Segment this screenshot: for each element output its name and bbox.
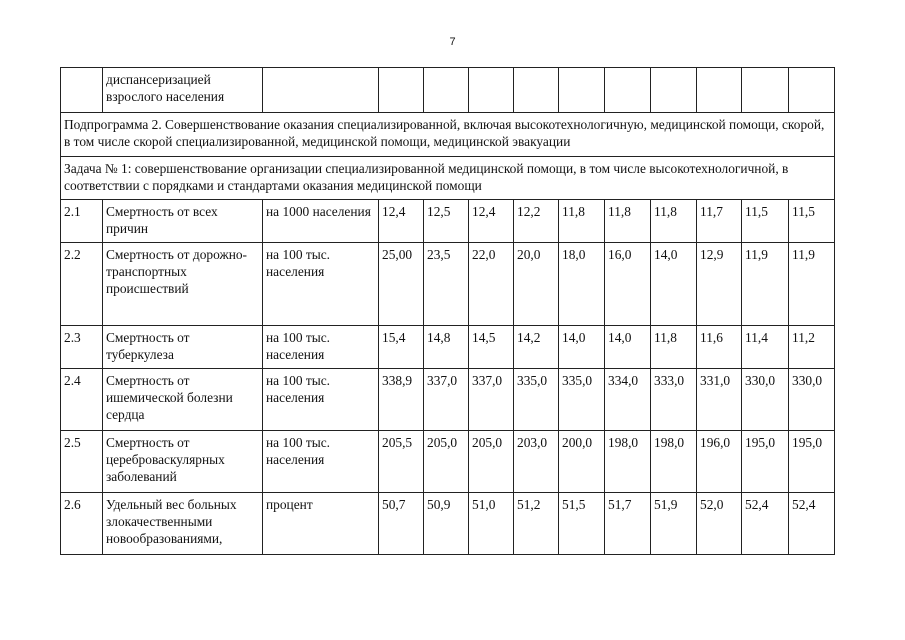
value-cell: 330,0 xyxy=(742,369,789,431)
table-row xyxy=(61,369,835,431)
value-cell: 331,0 xyxy=(697,369,742,431)
table-row xyxy=(61,493,835,555)
table-row xyxy=(61,326,835,369)
indicators-table xyxy=(60,67,835,555)
value-cell: 334,0 xyxy=(605,369,651,431)
value-cell: 51,5 xyxy=(559,493,605,555)
value-cell: 333,0 xyxy=(651,369,697,431)
row-number-cell: 2.2 xyxy=(61,243,103,326)
value-cell: 11,2 xyxy=(789,326,835,369)
value-cell xyxy=(559,68,605,113)
value-cell xyxy=(605,68,651,113)
value-cell: 330,0 xyxy=(789,369,835,431)
table-row xyxy=(61,431,835,493)
value-cell: 50,7 xyxy=(379,493,424,555)
value-cell xyxy=(651,68,697,113)
row-number-cell: 2.3 xyxy=(61,326,103,369)
value-cell: 205,0 xyxy=(424,431,469,493)
value-cell: 198,0 xyxy=(651,431,697,493)
row-number-cell xyxy=(61,68,103,113)
unit-cell: на 100 тыс. населения xyxy=(263,243,379,326)
value-cell: 14,0 xyxy=(605,326,651,369)
unit-cell: на 100 тыс. населения xyxy=(263,431,379,493)
value-cell: 338,9 xyxy=(379,369,424,431)
value-cell: 11,5 xyxy=(742,200,789,243)
value-cell: 11,8 xyxy=(651,200,697,243)
value-cell: 52,4 xyxy=(742,493,789,555)
value-cell: 51,9 xyxy=(651,493,697,555)
unit-cell: на 1000 населения xyxy=(263,200,379,243)
indicator-cell: диспансеризацией взрослого населения xyxy=(103,68,263,113)
value-cell: 14,2 xyxy=(514,326,559,369)
unit-cell: на 100 тыс. населения xyxy=(263,369,379,431)
row-number-cell: 2.4 xyxy=(61,369,103,431)
indicator-cell: Смертность от всех причин xyxy=(103,200,263,243)
value-cell: 12,4 xyxy=(379,200,424,243)
value-cell: 11,5 xyxy=(789,200,835,243)
value-cell: 337,0 xyxy=(469,369,514,431)
indicator-cell: Смертность от туберкулеза xyxy=(103,326,263,369)
value-cell: 14,8 xyxy=(424,326,469,369)
value-cell: 335,0 xyxy=(514,369,559,431)
indicator-cell: Смертность от ишемической болезни сердца xyxy=(103,369,263,431)
table-row-continued xyxy=(61,68,835,113)
subprogram-row xyxy=(61,113,835,157)
indicator-cell: Смертность от дорожно-транспортных происшествий xyxy=(103,243,263,326)
value-cell: 52,0 xyxy=(697,493,742,555)
value-cell xyxy=(379,68,424,113)
value-cell: 11,9 xyxy=(742,243,789,326)
subprogram-title: Подпрограмма 2. Совершенствование оказания специализированной, включая высокотехнологичную, медицинской помощи, скорой, в том числе скорой специализированной, медицинской помощи, медицинской эвакуации xyxy=(61,113,835,157)
value-cell: 337,0 xyxy=(424,369,469,431)
value-cell xyxy=(424,68,469,113)
value-cell xyxy=(514,68,559,113)
value-cell: 11,4 xyxy=(742,326,789,369)
value-cell: 198,0 xyxy=(605,431,651,493)
value-cell: 51,0 xyxy=(469,493,514,555)
value-cell: 12,5 xyxy=(424,200,469,243)
task-row xyxy=(61,157,835,200)
unit-cell: на 100 тыс. населения xyxy=(263,326,379,369)
value-cell: 205,5 xyxy=(379,431,424,493)
value-cell: 50,9 xyxy=(424,493,469,555)
value-cell: 196,0 xyxy=(697,431,742,493)
value-cell: 195,0 xyxy=(742,431,789,493)
value-cell: 12,9 xyxy=(697,243,742,326)
value-cell xyxy=(742,68,789,113)
value-cell: 11,9 xyxy=(789,243,835,326)
value-cell: 12,2 xyxy=(514,200,559,243)
value-cell xyxy=(469,68,514,113)
unit-cell xyxy=(263,68,379,113)
value-cell: 205,0 xyxy=(469,431,514,493)
value-cell: 200,0 xyxy=(559,431,605,493)
value-cell: 25,00 xyxy=(379,243,424,326)
indicator-cell: Смертность от цереброваскулярных заболеваний xyxy=(103,431,263,493)
indicator-cell: Удельный вес больных злокачественными новообразованиями, xyxy=(103,493,263,555)
value-cell: 16,0 xyxy=(605,243,651,326)
value-cell: 51,2 xyxy=(514,493,559,555)
value-cell xyxy=(789,68,835,113)
table-row xyxy=(61,200,835,243)
value-cell: 14,0 xyxy=(559,326,605,369)
value-cell: 12,4 xyxy=(469,200,514,243)
task-title: Задача № 1: совершенствование организации специализированной медицинской помощи, в том числе высокотехнологичной, в соответствии с порядками и стандартами оказания медицинской помощи xyxy=(61,157,835,200)
value-cell: 22,0 xyxy=(469,243,514,326)
value-cell: 11,8 xyxy=(605,200,651,243)
value-cell: 51,7 xyxy=(605,493,651,555)
value-cell: 15,4 xyxy=(379,326,424,369)
row-number-cell: 2.5 xyxy=(61,431,103,493)
value-cell: 11,7 xyxy=(697,200,742,243)
value-cell: 23,5 xyxy=(424,243,469,326)
value-cell: 11,8 xyxy=(559,200,605,243)
table-row xyxy=(61,243,835,326)
row-number-cell: 2.1 xyxy=(61,200,103,243)
value-cell: 195,0 xyxy=(789,431,835,493)
value-cell: 20,0 xyxy=(514,243,559,326)
value-cell: 14,0 xyxy=(651,243,697,326)
value-cell: 203,0 xyxy=(514,431,559,493)
page-number: 7 xyxy=(449,36,456,48)
value-cell: 18,0 xyxy=(559,243,605,326)
value-cell: 14,5 xyxy=(469,326,514,369)
value-cell: 52,4 xyxy=(789,493,835,555)
value-cell: 11,8 xyxy=(651,326,697,369)
value-cell: 11,6 xyxy=(697,326,742,369)
row-number-cell: 2.6 xyxy=(61,493,103,555)
unit-cell: процент xyxy=(263,493,379,555)
value-cell xyxy=(697,68,742,113)
value-cell: 335,0 xyxy=(559,369,605,431)
